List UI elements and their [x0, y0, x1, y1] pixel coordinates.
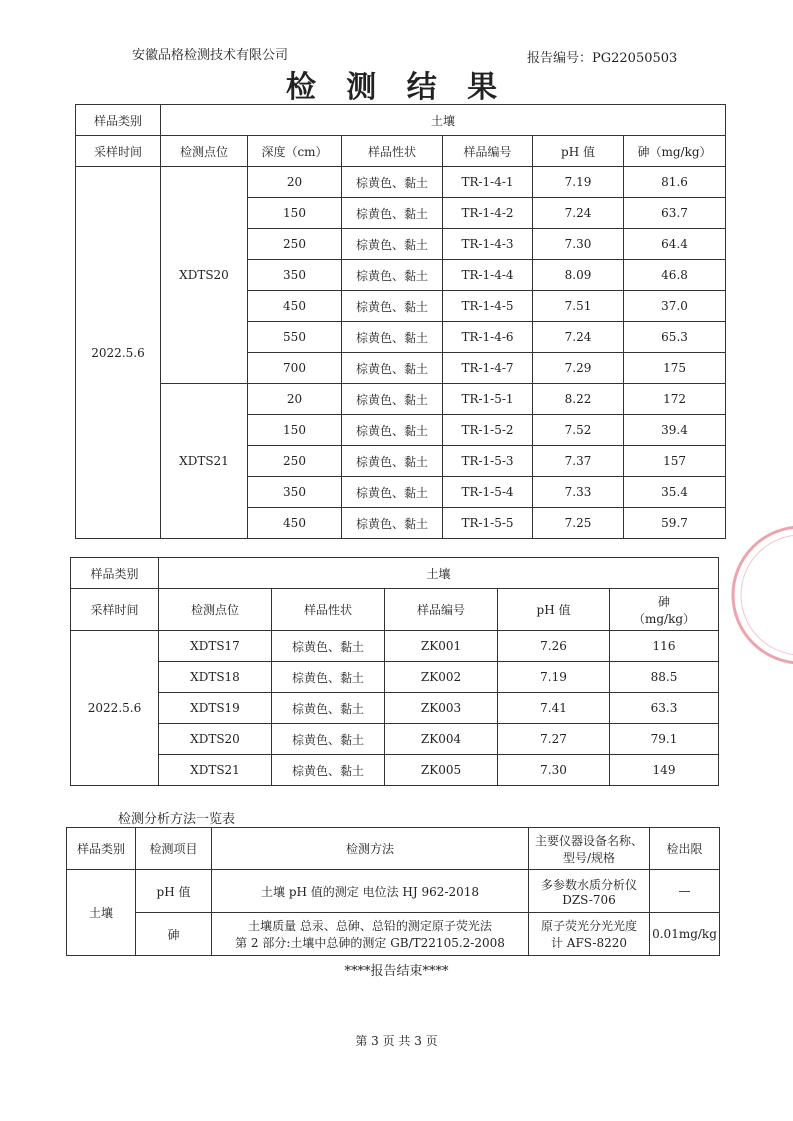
- sample-id-cell: TR-1-5-2: [443, 415, 533, 446]
- ph-cell: 7.29: [533, 353, 624, 384]
- table-row: [71, 693, 719, 724]
- table-row: [71, 724, 719, 755]
- methods-table: [66, 827, 720, 956]
- ph-cell: 7.33: [533, 477, 624, 508]
- header-cell: 样品性状: [272, 589, 385, 631]
- ph-cell: 7.30: [498, 755, 610, 786]
- sample-id-cell: TR-1-5-1: [443, 384, 533, 415]
- ph-cell: 7.25: [533, 508, 624, 539]
- header-cell: 砷（mg/kg）: [624, 136, 726, 167]
- ph-cell: 7.37: [533, 446, 624, 477]
- ph-cell: 7.52: [533, 415, 624, 446]
- header-cell: pH 值: [498, 589, 610, 631]
- method-row: [67, 913, 720, 956]
- method-line: 土壤质量 总汞、总砷、总铅的测定原子荧光法: [248, 919, 492, 933]
- method-item: 砷: [136, 913, 212, 956]
- sampling-date: 2022.5.6: [71, 631, 159, 786]
- category-value: 土壤: [161, 105, 726, 136]
- depth-cell: 450: [248, 291, 342, 322]
- instrument-line: 多参数水质分析仪: [540, 877, 637, 892]
- property-cell: 棕黄色、黏土: [272, 631, 385, 662]
- arsenic-cell: 79.1: [610, 724, 719, 755]
- depth-cell: 150: [248, 415, 342, 446]
- ph-cell: 7.41: [498, 693, 610, 724]
- table-row: [76, 384, 726, 415]
- depth-cell: 700: [248, 353, 342, 384]
- results-table-2: [70, 557, 719, 786]
- method-item: pH 值: [136, 870, 212, 913]
- method-row: [67, 870, 720, 913]
- ph-cell: 7.19: [498, 662, 610, 693]
- arsenic-cell: 35.4: [624, 477, 726, 508]
- report-end: ****报告结束****: [344, 964, 449, 979]
- sampling-point: XDTS21: [161, 384, 248, 539]
- property-cell: 棕黄色、黏土: [342, 229, 443, 260]
- header-cell: pH 值: [533, 136, 624, 167]
- arsenic-cell: 39.4: [624, 415, 726, 446]
- arsenic-cell: 149: [610, 755, 719, 786]
- ph-cell: 7.30: [533, 229, 624, 260]
- sample-id-cell: ZK005: [385, 755, 498, 786]
- header-line: 砷: [658, 594, 671, 609]
- header-cell: 检测点位: [159, 589, 272, 631]
- table-row: [71, 755, 719, 786]
- ph-cell: 7.26: [498, 631, 610, 662]
- report-number: 报告编号：PG22050503: [527, 51, 678, 66]
- sampling-point: XDTS20: [159, 724, 272, 755]
- depth-cell: 150: [248, 198, 342, 229]
- table-row: [71, 662, 719, 693]
- header-cell: 采样时间: [71, 589, 159, 631]
- sample-id-cell: TR-1-4-4: [443, 260, 533, 291]
- ph-cell: 7.27: [498, 724, 610, 755]
- table-row: [76, 167, 726, 198]
- page-number: 第 3 页 共 3 页: [355, 1034, 438, 1048]
- header-cell: 检出限: [650, 828, 720, 870]
- sample-id-cell: ZK004: [385, 724, 498, 755]
- header-line: 主要仪器设备名称、: [534, 833, 643, 848]
- sampling-point: XDTS18: [159, 662, 272, 693]
- arsenic-cell: 63.3: [610, 693, 719, 724]
- sample-id-cell: TR-1-5-4: [443, 477, 533, 508]
- property-cell: 棕黄色、黏土: [342, 260, 443, 291]
- instrument: [529, 870, 650, 913]
- arsenic-cell: 172: [624, 384, 726, 415]
- ph-cell: 8.22: [533, 384, 624, 415]
- depth-cell: 350: [248, 260, 342, 291]
- arsenic-cell: 63.7: [624, 198, 726, 229]
- header-cell: [529, 828, 650, 870]
- header-row: [76, 136, 726, 167]
- category-label: 样品类别: [71, 558, 159, 589]
- header-cell: [610, 589, 719, 631]
- property-cell: 棕黄色、黏土: [272, 755, 385, 786]
- sampling-point: XDTS20: [161, 167, 248, 384]
- depth-cell: 550: [248, 322, 342, 353]
- property-cell: 棕黄色、黏土: [342, 415, 443, 446]
- header-cell: 深度（cm）: [248, 136, 342, 167]
- results-table-1: [75, 104, 726, 539]
- depth-cell: 250: [248, 446, 342, 477]
- header-cell: 检测点位: [161, 136, 248, 167]
- arsenic-cell: 81.6: [624, 167, 726, 198]
- header-cell: 样品编号: [385, 589, 498, 631]
- property-cell: 棕黄色、黏土: [342, 446, 443, 477]
- header-row: [71, 589, 719, 631]
- detection-limit: —: [650, 870, 720, 913]
- property-cell: 棕黄色、黏土: [342, 508, 443, 539]
- company-seal: [726, 520, 793, 670]
- arsenic-cell: 64.4: [624, 229, 726, 260]
- detection-limit: 0.01mg/kg: [650, 913, 720, 956]
- property-cell: 棕黄色、黏土: [272, 662, 385, 693]
- header-cell: 样品性状: [342, 136, 443, 167]
- sample-id-cell: ZK003: [385, 693, 498, 724]
- sample-id-cell: TR-1-4-7: [443, 353, 533, 384]
- category-row: [71, 558, 719, 589]
- header-line: （mg/kg）: [632, 611, 696, 626]
- sample-id-cell: ZK001: [385, 631, 498, 662]
- depth-cell: 20: [248, 167, 342, 198]
- depth-cell: 350: [248, 477, 342, 508]
- sample-id-cell: TR-1-5-3: [443, 446, 533, 477]
- property-cell: 棕黄色、黏土: [342, 384, 443, 415]
- company-name: 安徽品格检测技术有限公司: [132, 48, 289, 63]
- ph-cell: 8.09: [533, 260, 624, 291]
- ph-cell: 7.24: [533, 322, 624, 353]
- header-cell: 检测方法: [212, 828, 529, 870]
- sampling-point: XDTS17: [159, 631, 272, 662]
- instrument-line: 原子荧光分光光度: [540, 919, 637, 933]
- table-row: [71, 631, 719, 662]
- sample-id-cell: TR-1-4-6: [443, 322, 533, 353]
- instrument-line: 计 AFS-8220: [550, 936, 628, 950]
- instrument: [529, 913, 650, 956]
- depth-cell: 250: [248, 229, 342, 260]
- header-cell: 检测项目: [136, 828, 212, 870]
- property-cell: 棕黄色、黏土: [272, 693, 385, 724]
- sample-id-cell: TR-1-4-2: [443, 198, 533, 229]
- property-cell: 棕黄色、黏土: [342, 291, 443, 322]
- category-value: 土壤: [159, 558, 719, 589]
- method-category: 土壤: [67, 870, 136, 956]
- arsenic-cell: 88.5: [610, 662, 719, 693]
- sampling-point: XDTS19: [159, 693, 272, 724]
- property-cell: 棕黄色、黏土: [272, 724, 385, 755]
- sampling-point: XDTS21: [159, 755, 272, 786]
- method-line: 第 2 部分:土壤中总砷的测定 GB/T22105.2-2008: [235, 936, 505, 950]
- sample-id-cell: ZK002: [385, 662, 498, 693]
- property-cell: 棕黄色、黏土: [342, 167, 443, 198]
- header-cell: 样品编号: [443, 136, 533, 167]
- category-label: 样品类别: [76, 105, 161, 136]
- category-row: [76, 105, 726, 136]
- arsenic-cell: 116: [610, 631, 719, 662]
- methods-caption: 检测分析方法一览表: [118, 812, 236, 827]
- property-cell: 棕黄色、黏土: [342, 353, 443, 384]
- sample-id-cell: TR-1-4-1: [443, 167, 533, 198]
- ph-cell: 7.19: [533, 167, 624, 198]
- method-name: 土壤 pH 值的测定 电位法 HJ 962-2018: [212, 870, 529, 913]
- arsenic-cell: 37.0: [624, 291, 726, 322]
- arsenic-cell: 175: [624, 353, 726, 384]
- arsenic-cell: 65.3: [624, 322, 726, 353]
- method-name: [212, 913, 529, 956]
- header-cell: 样品类别: [67, 828, 136, 870]
- header-cell: 采样时间: [76, 136, 161, 167]
- page-title: 检 测 结 果: [285, 70, 508, 105]
- arsenic-cell: 46.8: [624, 260, 726, 291]
- property-cell: 棕黄色、黏土: [342, 477, 443, 508]
- header-row: [67, 828, 720, 870]
- depth-cell: 20: [248, 384, 342, 415]
- sampling-date: 2022.5.6: [76, 167, 161, 539]
- arsenic-cell: 59.7: [624, 508, 726, 539]
- sample-id-cell: TR-1-4-5: [443, 291, 533, 322]
- sample-id-cell: TR-1-5-5: [443, 508, 533, 539]
- header-line: 型号/规格: [562, 850, 616, 865]
- ph-cell: 7.24: [533, 198, 624, 229]
- instrument-line: DZS-706: [562, 892, 616, 907]
- depth-cell: 450: [248, 508, 342, 539]
- property-cell: 棕黄色、黏土: [342, 322, 443, 353]
- arsenic-cell: 157: [624, 446, 726, 477]
- sample-id-cell: TR-1-4-3: [443, 229, 533, 260]
- property-cell: 棕黄色、黏土: [342, 198, 443, 229]
- ph-cell: 7.51: [533, 291, 624, 322]
